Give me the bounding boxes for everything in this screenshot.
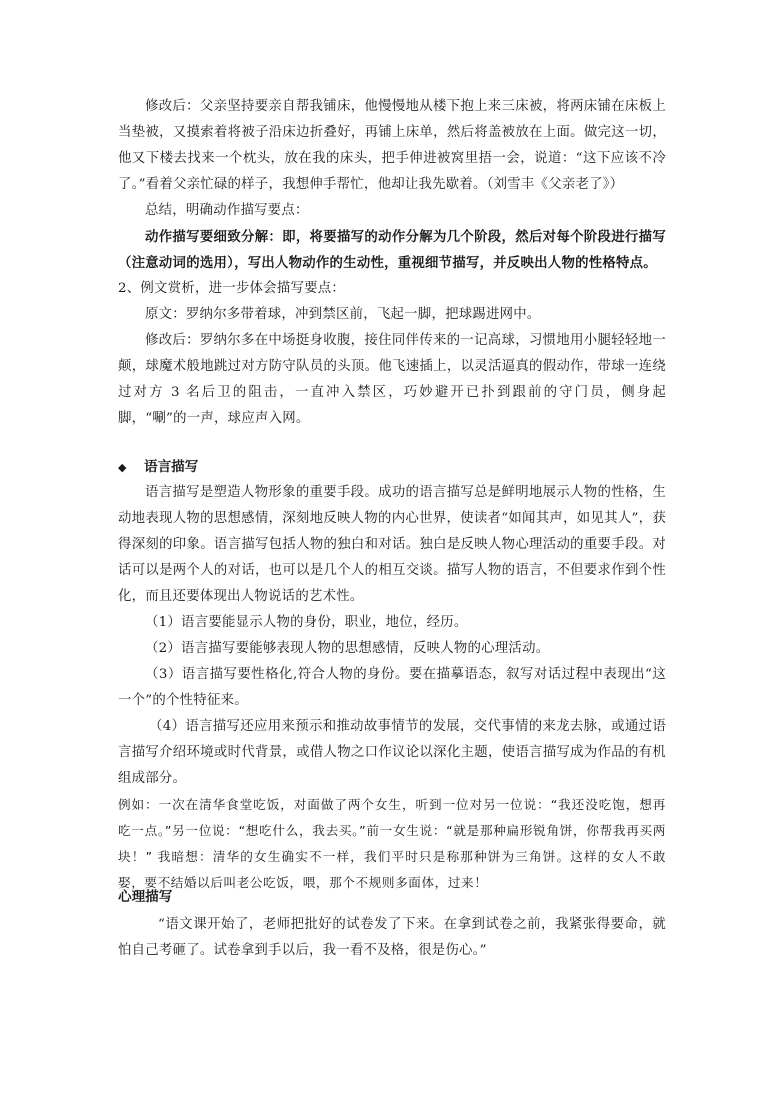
diamond-bullet-icon: ◆ xyxy=(118,461,127,474)
language-example: 例如：一次在清华食堂吃饭，对面做了两个女生，听到一位对另一位说：“我还没吃饱，想再吃一点。”另一位说：“想吃什么，我去买。”前一女生说：“就是那种扁形锐角饼，你帮我再买两块！” 我暗想：清华的女生确实不一样，我们平时只是称那种饼为三角饼。这样的女人不敢娶，要不结婚以后叫老公吃饭，喂，那个不规则多面体，过来！ xyxy=(118,797,666,890)
revised-label: 修改后 xyxy=(145,99,187,114)
language-intro: 语言描写是塑造人物形象的重要手段。成功的语言描写总是鲜明地展示人物的性格，生动地表现人物的思想感情，深刻地反映人物的内心世界，使读者“如闻其声，如见其人”，获得深刻的印象。语言描写包括人物的独白和对话。独白是反映人物心理活动的重要手段。对话可以是两个人的对话，也可以是几个人的相互交谈。描写人物的语言，不但要求作到个性化，而且还要体现出人物说话的艺术性。 xyxy=(118,485,666,604)
language-point-2: （2）语言描写要能够表现人物的思想感情，反映人物的心理活动。 xyxy=(145,641,550,656)
language-point-3: （3）语言描写要性格化,符合人物的身份。要在描摹语态，叙写对话过程中表现出“这一个”的个性特征来。 xyxy=(118,667,666,708)
language-point-1: （1）语言要能显示人物的身份，职业，地位，经历。 xyxy=(145,615,468,630)
language-heading-text: 语言描写 xyxy=(144,459,199,475)
example-heading: 2、例文赏析，进一步体会描写要点： xyxy=(118,281,346,296)
language-point-4: （4）语言描写还应用来预示和推动故事情节的发展，交代事情的来龙去脉，或通过语言描写介绍环境或时代背景，或借人物之口作议论以深化主题，使语言描写成为作品的有机组成部分。 xyxy=(118,719,666,786)
psychology-quote: “语文课开始了，老师把批好的试卷发了下来。在拿到试卷之前，我紧张得要命，就怕自己考砸了。试卷拿到手以后，我一看不及格，很是伤心。” xyxy=(118,917,666,958)
summary-bold: 动作描写要细致分解：即，将要描写的动作分解为几个阶段，然后对每个阶段进行描写（注意动词的选用），写出人物动作的生动性，重视细节描写，并反映出人物的性格特点。 xyxy=(118,229,666,271)
revised-paragraph-father xyxy=(118,94,666,198)
revised-text: ：父亲坚持要亲自帮我铺床，他慢慢地从楼下抱上来三床被，将两床铺在床板上当垫被，又摸索着将被子沿床边折叠好，再铺上床单，然后将盖被放在上面。做完这一切，他又下楼去找来一个枕头，放在我的床头，把手伸进被窝里捂一会，说道：“这下应该不冷了。”看着父亲忙碌的样子，我想伸手帮忙，他却让我先歇着。（刘雪丰《父亲老了》） xyxy=(118,99,667,192)
language-heading xyxy=(118,456,198,479)
original-text: 原文：罗纳尔多带着球，冲到禁区前，飞起一脚，把球踢进网中。 xyxy=(145,307,541,322)
psychology-heading: 心理描写 xyxy=(118,889,173,905)
revised-paragraph-ronaldo: 修改后：罗纳尔多在中场挺身收腹，接住同伴传来的一记高球，习惯地用小腿轻轻地一颠，球魔术般地跳过对方防守队员的头顶。他飞速插上，以灵活逼真的假动作，带球一连绕过对方 3 名后卫的阻击，一直冲入禁区，巧妙避开已扑到跟前的守门员，侧身起脚，“唰”的一声，球应声入网。 xyxy=(118,333,666,426)
summary-lead: 总结，明确动作描写要点： xyxy=(145,203,309,218)
